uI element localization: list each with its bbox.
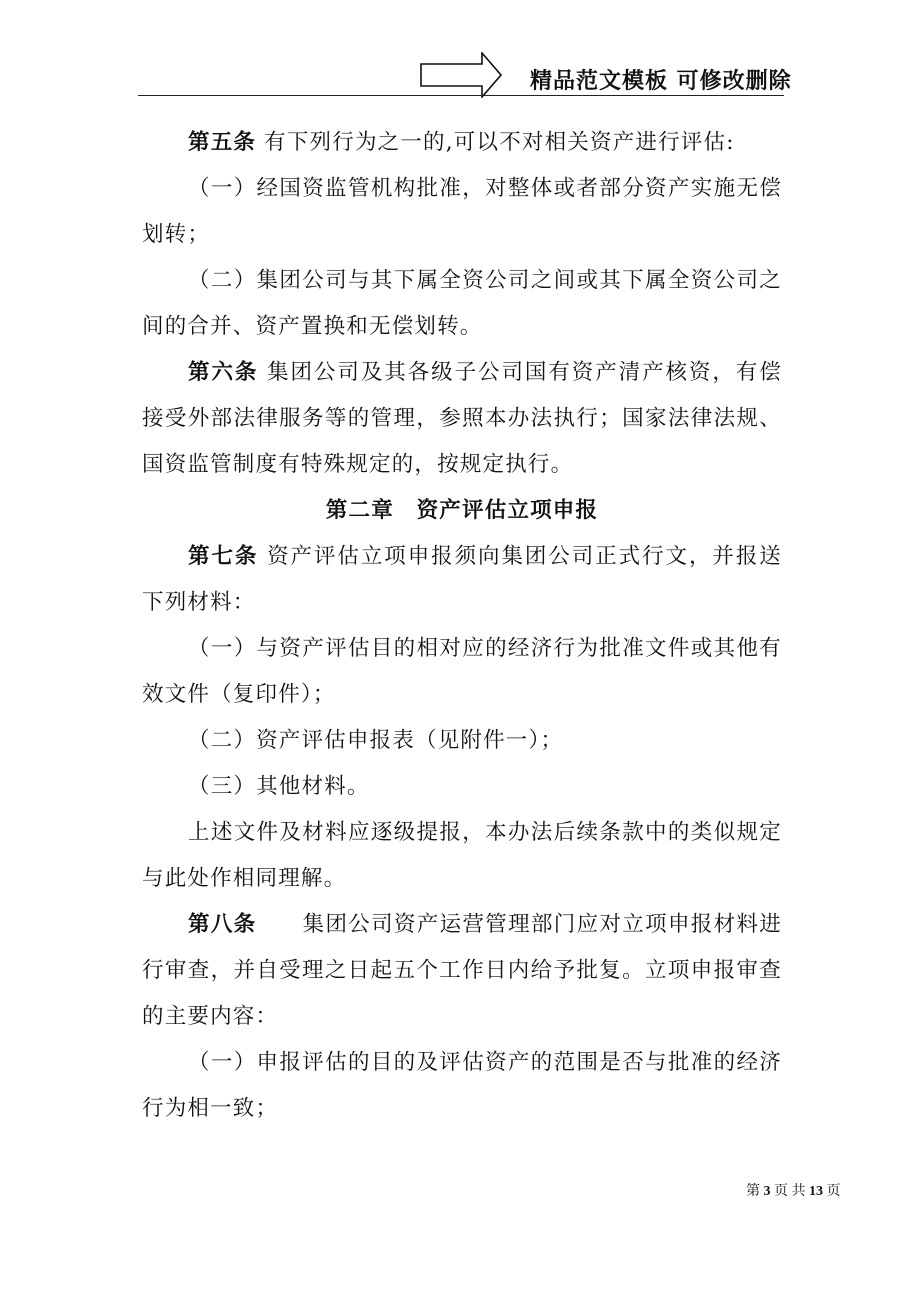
article-7-text: 资产评估立项申报须向集团公司正式行文，并报送下列材料： [142, 544, 782, 615]
footer-suffix: 页 [823, 1184, 841, 1199]
article-5-text: 有下列行为之一的,可以不对相关资产进行评估: [264, 130, 735, 155]
article-6 [142, 350, 782, 488]
total-page-count: 13 [809, 1184, 823, 1199]
chapter-title: 第二章 资产评估立项申报 [325, 498, 599, 523]
header-rule [138, 95, 784, 96]
document-body [142, 120, 782, 1132]
article-7-item-2: （二）资产评估申报表（见附件一）； [188, 728, 564, 753]
article-7 [142, 534, 782, 626]
article-7-label: 第七条 [188, 544, 259, 569]
current-page-number: 3 [763, 1184, 771, 1199]
article-8 [142, 902, 782, 1040]
article-5-item-2: （二）集团公司与其下属全资公司之间或其下属全资公司之间的合并、资产置换和无偿划转。 [142, 268, 782, 339]
article-8-item-1: （一）申报评估的目的及评估资产的范围是否与批准的经济行为相一致； [142, 1050, 782, 1121]
article-7-note: 上述文件及材料应逐级提报，本办法后续条款中的类似规定与此处作相同理解。 [142, 820, 782, 891]
header-title: 精品范文模板 可修改删除 [530, 69, 792, 94]
footer-prefix: 第 [746, 1184, 764, 1199]
article-8-label: 第八条 [188, 912, 257, 937]
page-footer [746, 1180, 841, 1200]
article-6-label: 第六条 [188, 360, 259, 385]
page-header [0, 0, 920, 100]
article-5-label: 第五条 [188, 130, 257, 155]
footer-middle: 页 共 [770, 1184, 809, 1199]
article-7-item-3: （三）其他材料。 [188, 774, 370, 799]
right-arrow-icon [420, 52, 502, 98]
article-6-text: 集团公司及其各级子公司国有资产清产核资，有偿接受外部法律服务等的管理，参照本办法执行；国家法律法规、国资监管制度有特殊规定的，按规定执行。 [142, 360, 782, 477]
article-8-text: 集团公司资产运营管理部门应对立项申报材料进行审查，并自受理之日起五个工作日内给予批复。立项申报审查的主要内容： [142, 912, 782, 1029]
article-5 [142, 120, 782, 166]
article-7-item-1: （一）与资产评估目的相对应的经济行为批准文件或其他有效文件（复印件）； [142, 636, 782, 707]
article-5-item-1: （一）经国资监管机构批准，对整体或者部分资产实施无偿划转； [142, 176, 782, 247]
